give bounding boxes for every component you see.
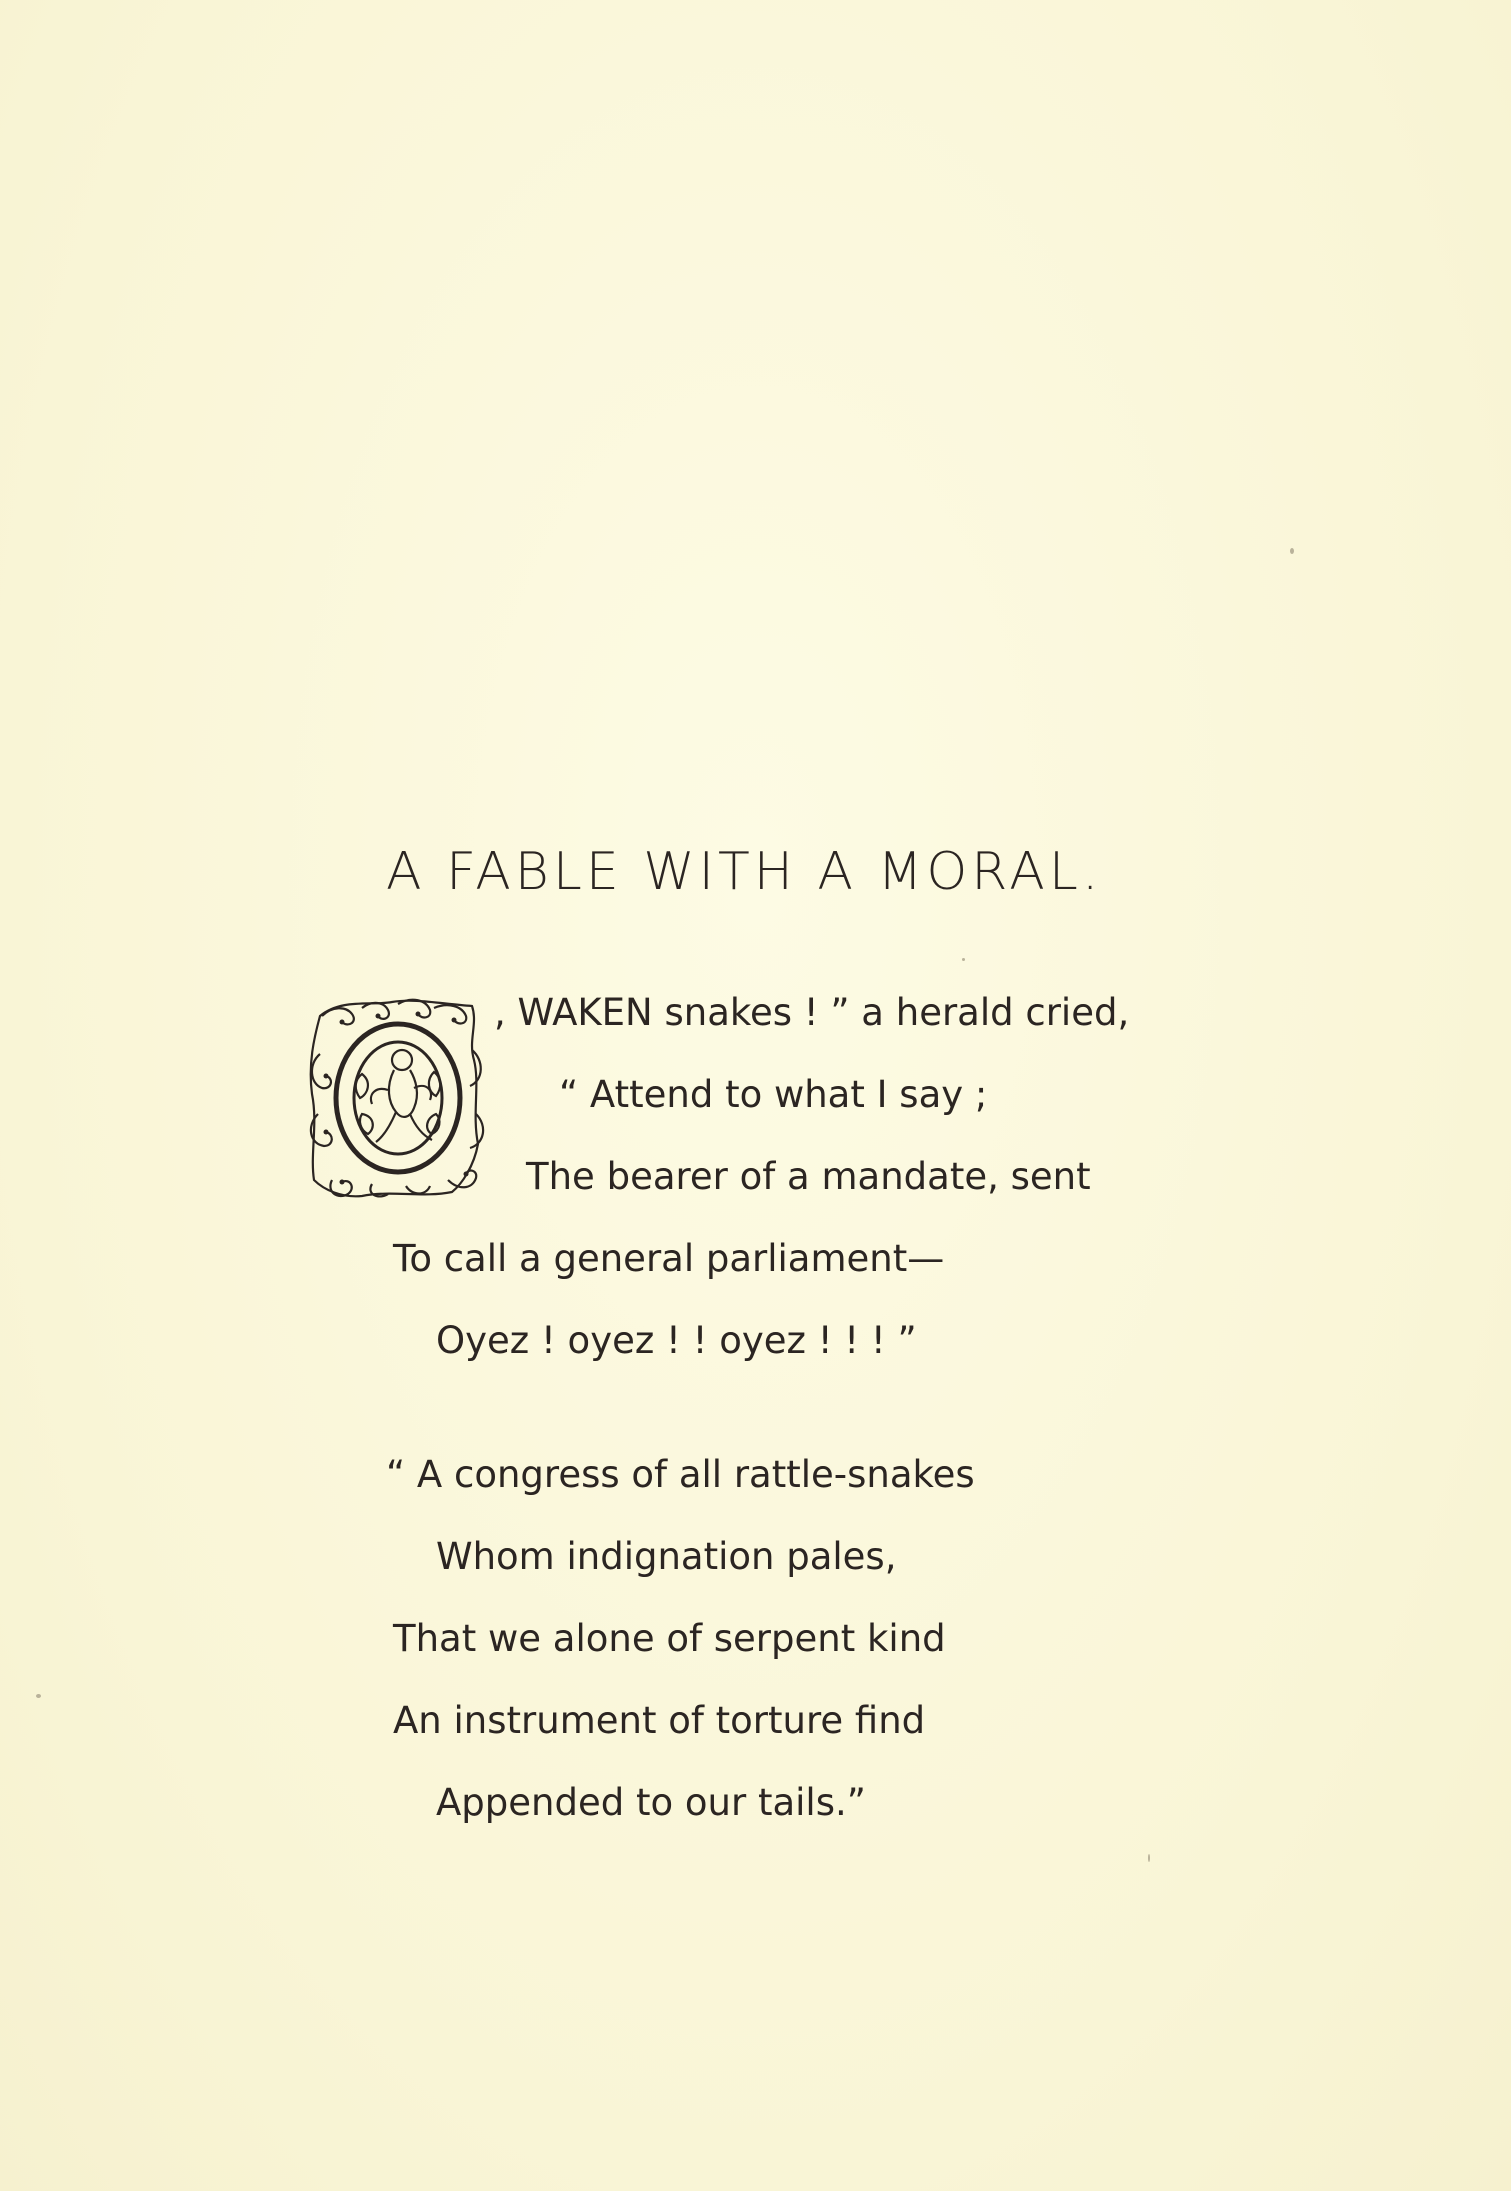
paper-speck [962,958,965,961]
stanza-1-line-3: The bearer of a mandate, sent [526,1155,1091,1198]
stanza-2-line-4: An instrument of torture find [393,1699,926,1742]
stanza-2-line-3: That we alone of serpent kind [393,1617,946,1660]
paper-speck [1290,548,1294,554]
stanza-1-line-5: Oyez ! oyez ! ! oyez ! ! ! ” [436,1319,917,1362]
paper-speck [1148,1854,1150,1862]
stanza-1-line-1: , WAKEN snakes ! ” a herald cried, [494,991,1130,1034]
page-title: A FABLE WITH A MORAL. [386,842,1103,902]
stanza-1-line-2: “ Attend to what I say ; [559,1073,988,1116]
stanza-1-line-4: To call a general parliament— [393,1237,945,1280]
stanza-2-line-2: Whom indignation pales, [436,1535,897,1578]
stanza-2-line-1: “ A congress of all rattle-snakes [386,1453,975,1496]
stanza-2-line-5: Appended to our tails.” [436,1781,866,1824]
ornamental-drop-cap-icon [302,994,492,1200]
paper-speck [36,1694,41,1698]
